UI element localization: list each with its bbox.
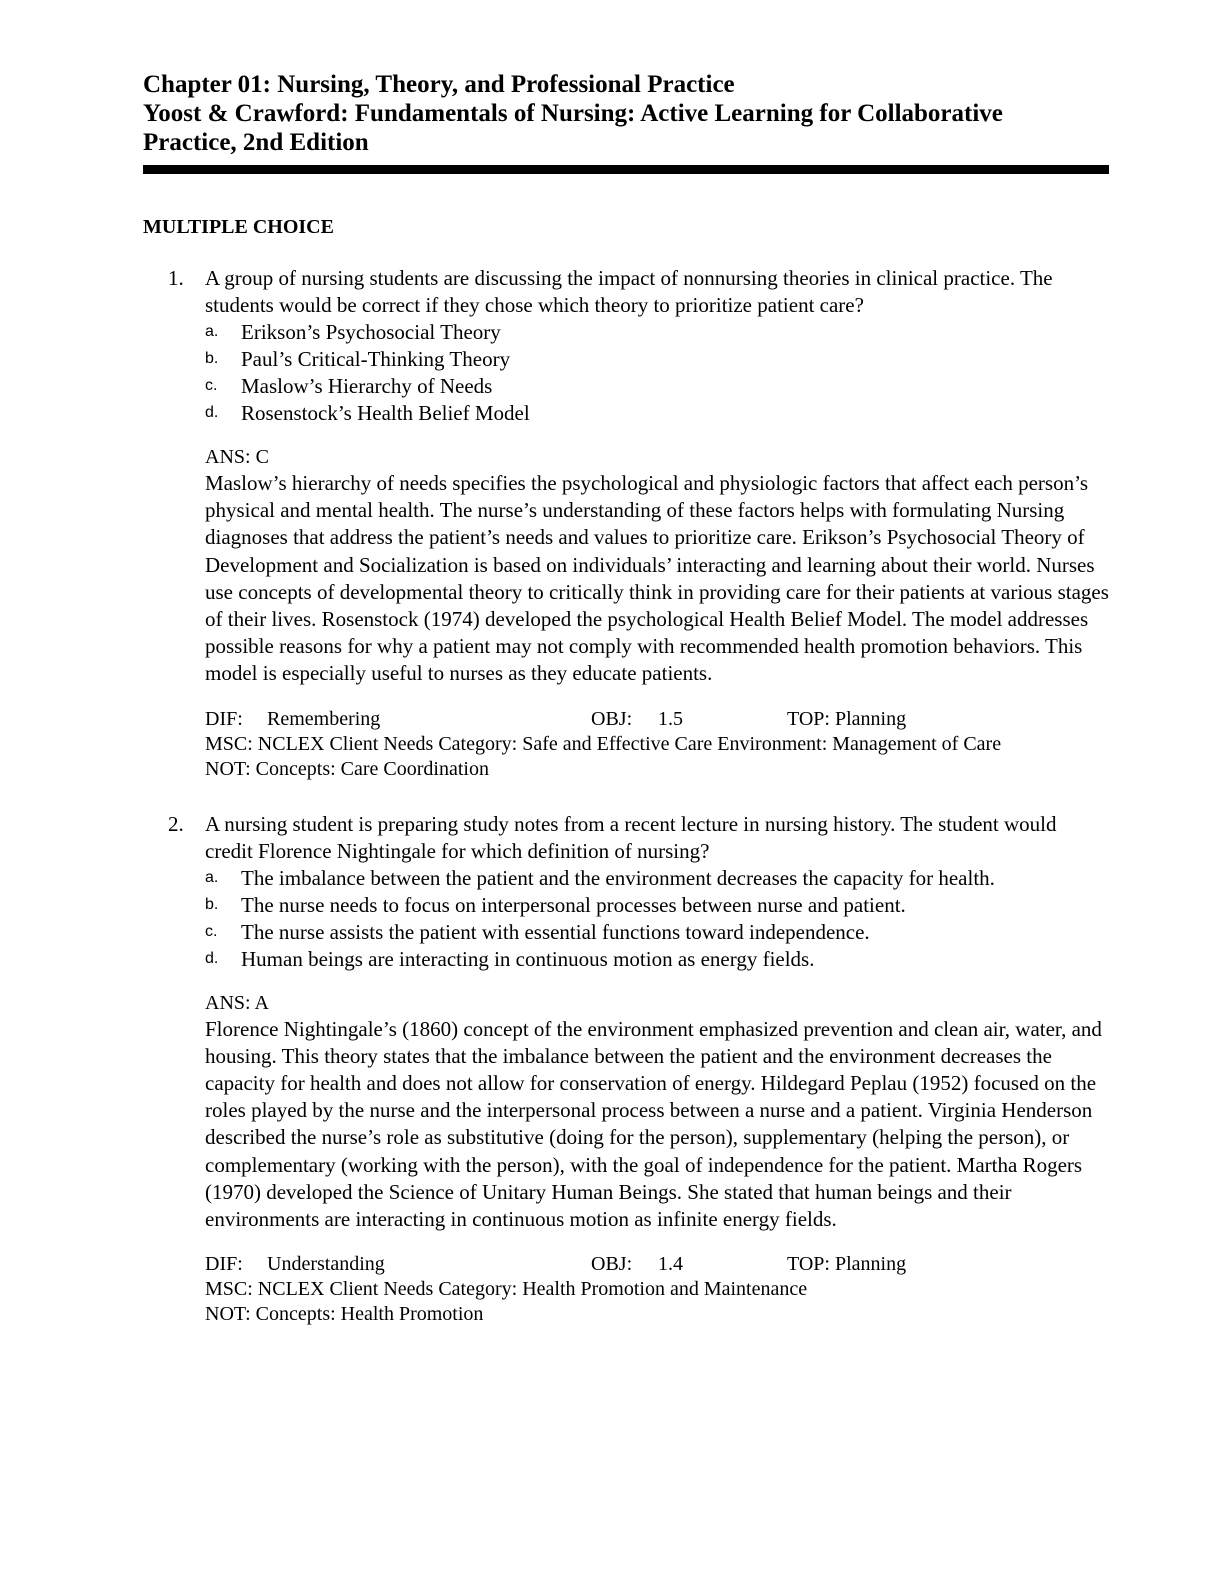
topic: TOP: Planning (787, 1253, 907, 1276)
option-text: The nurse needs to focus on interpersonal processes between nurse and patient. (241, 892, 906, 917)
difficulty-label: DIF: (205, 707, 243, 730)
msc-category: MSC: NCLEX Client Needs Category: Safe and Effective Care Environment: Management of Care (205, 732, 1002, 755)
option-list (205, 865, 1109, 973)
option-letter: d. (205, 949, 219, 967)
header-rule (143, 165, 1109, 174)
msc-category: MSC: NCLEX Client Needs Category: Health Promotion and Maintenance (205, 1278, 808, 1301)
section-title: MULTIPLE CHOICE (143, 216, 334, 238)
question-metadata (205, 707, 1109, 782)
answer-key: ANS: A (205, 991, 269, 1014)
option-text: Erikson’s Psychosocial Theory (241, 320, 501, 344)
option-letter: b. (205, 895, 219, 913)
objective-label: OBJ: (591, 1253, 633, 1276)
concepts-note: NOT: Concepts: Care Coordination (205, 757, 489, 780)
answer-rationale: Florence Nightingale’s (1860) concept of the environment emphasized prevention and clean air, water, and housing. This theory states that the imbalance between the patient and the environment decreases the capacity for health and does not allow for conservation of energy. Hildegard Peplau (1952) focused on the roles played by the nurse and the interpersonal process between a nurse and a patient. Virginia Henderson described the nurse’s role as substitutive (doing for the person), supplementary (helping the person), or complementary (working with the person), with the goal of independence for the patient. Martha Rogers (1970) developed the Science of Unitary Human Beings. She stated that human beings and their environments are interacting in continuous motion as infinite energy fields. (205, 1016, 1102, 1232)
answer-rationale: Maslow’s hierarchy of needs specifies the psychological and physiologic factors that affect each person’s physical and mental health. The nurse’s understanding of these factors helps with formulating Nursing diagnoses that address the patient’s needs and values to prioritize care. Erikson’s Psychosocial Theory of Development and Socialization is based on individuals’ interacting and learning about their world. Nurses use concepts of developmental theory to critically think in providing care for their patients at various stages of their lives. Rosenstock (1974) developed the psychological Health Belief Model. The model addresses possible reasons for why a patient may not comply with recommended health promotion behaviors. This model is especially useful to nurses as they educate patients. (205, 471, 1109, 686)
document-page (143, 70, 1109, 1327)
option-list (205, 319, 1109, 427)
question-metadata (205, 1252, 1109, 1327)
option-letter: d. (205, 404, 219, 421)
option-letter: c. (205, 922, 218, 940)
option-letter: c. (205, 377, 218, 394)
option-text: Maslow’s Hierarchy of Needs (241, 374, 493, 398)
book-title-line-1: Yoost & Crawford: Fundamentals of Nursing: Active Learning for Collaborative (143, 100, 1003, 127)
question-stem: A group of nursing students are discussing the impact of nonnursing theories in clinical practice. The students would be correct if they chose which theory to prioritize patient care? (205, 266, 1053, 317)
option-c (205, 919, 1109, 946)
option-a (205, 865, 1109, 892)
question-1 (143, 265, 1109, 782)
option-b (205, 892, 1109, 919)
option-text: Rosenstock’s Health Belief Model (241, 401, 530, 425)
concepts-note: NOT: Concepts: Health Promotion (205, 1303, 484, 1326)
answer-key: ANS: C (205, 446, 269, 468)
option-d (205, 400, 1109, 427)
option-text: Human beings are interacting in continuous motion as energy fields. (241, 946, 815, 971)
chapter-title: Chapter 01: Nursing, Theory, and Professional Practice (143, 71, 735, 98)
option-text: Paul’s Critical-Thinking Theory (241, 347, 511, 371)
book-title-line-2: Practice, 2nd Edition (143, 129, 369, 156)
topic: TOP: Planning (787, 707, 907, 730)
option-a (205, 319, 1109, 346)
option-c (205, 373, 1109, 400)
objective-value: 1.5 (658, 707, 683, 730)
question-stem: A nursing student is preparing study notes from a recent lecture in nursing history. The student would credit Florence Nightingale for which definition of nursing? (205, 811, 1057, 863)
difficulty-value: Understanding (267, 1253, 385, 1276)
question-2 (143, 811, 1109, 1328)
option-d (205, 946, 1109, 973)
option-letter: a. (205, 323, 219, 340)
option-b (205, 346, 1109, 373)
question-number: 2. (168, 811, 184, 836)
difficulty-label: DIF: (205, 1253, 243, 1276)
option-letter: b. (205, 350, 219, 367)
objective-label: OBJ: (591, 707, 633, 730)
objective-value: 1.4 (658, 1253, 683, 1276)
option-text: The nurse assists the patient with essential functions toward independence. (241, 919, 870, 944)
question-number: 1. (168, 266, 184, 290)
option-text: The imbalance between the patient and the environment decreases the capacity for health. (241, 865, 995, 890)
difficulty-value: Remembering (267, 707, 381, 730)
document-header (143, 70, 1109, 174)
option-letter: a. (205, 868, 219, 886)
